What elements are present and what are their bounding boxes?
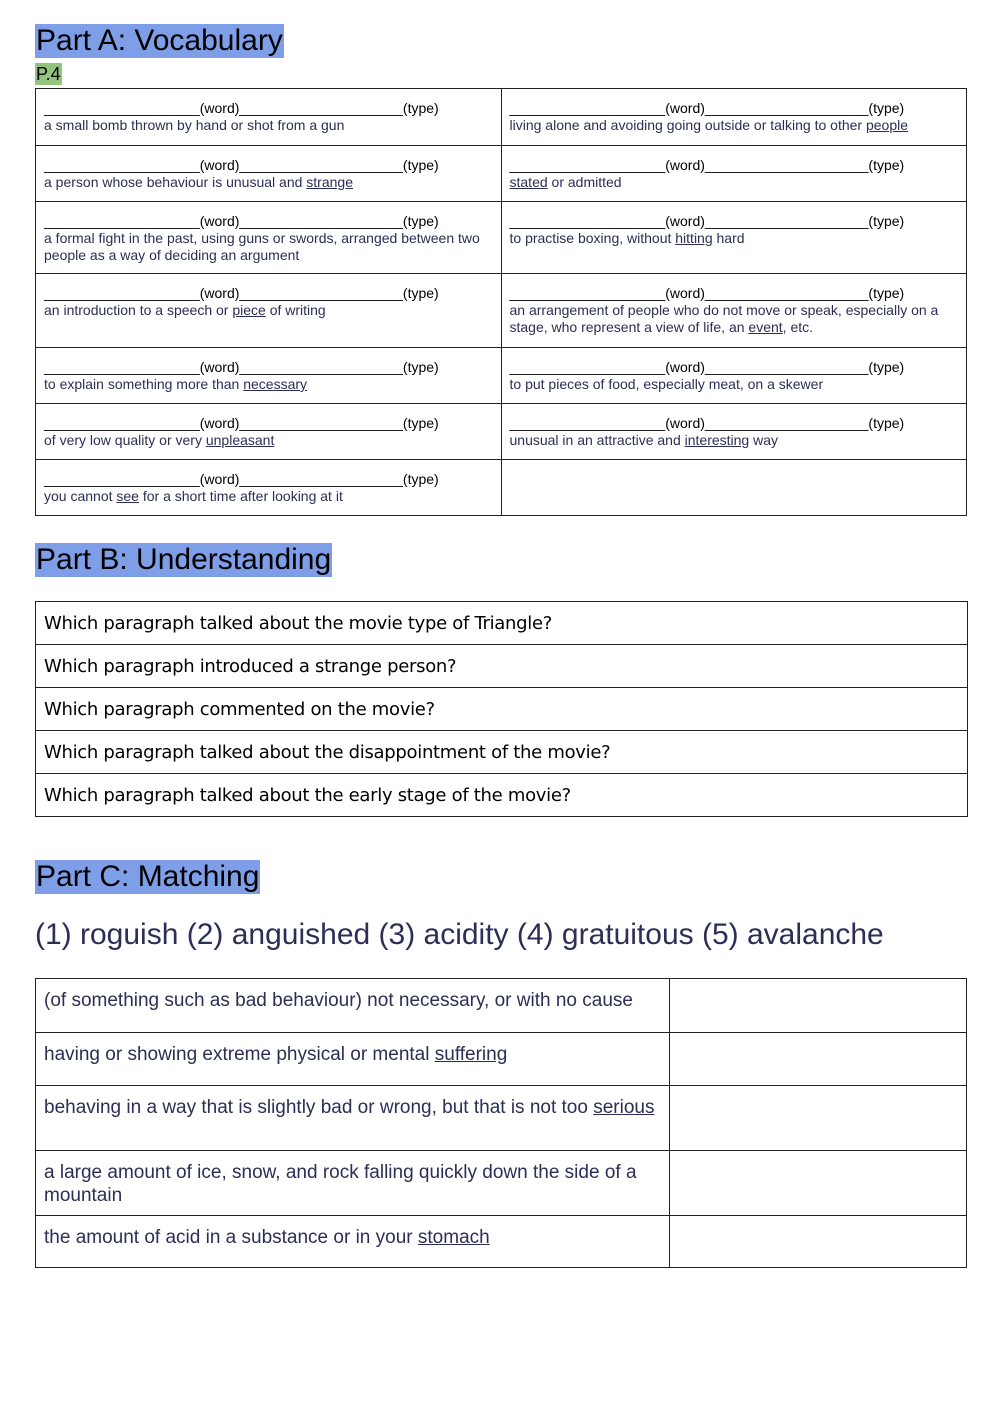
definition-text — [44, 174, 493, 191]
part-c-heading: Part C: Matching — [36, 860, 260, 893]
question-text: Which paragraph talked about the movie type of Triangle? — [36, 602, 968, 645]
vocab-row — [36, 202, 967, 274]
definition-part: for a short time after looking at it — [138, 488, 343, 504]
type-blank[interactable]: _____________________(type) — [239, 415, 439, 431]
type-blank[interactable]: _____________________(type) — [239, 157, 439, 173]
definition-text — [44, 376, 493, 393]
vocab-row — [36, 348, 967, 404]
definition-part: or admitted — [547, 174, 622, 190]
definition-part: you cannot — [44, 488, 117, 504]
definition-part: (of something such as bad behaviour) not necessary, or with no cause — [44, 990, 633, 1011]
answer-blank-line[interactable] — [510, 213, 959, 230]
definition-link-word[interactable]: people — [865, 117, 909, 133]
vocab-cell — [36, 146, 502, 202]
vocab-cell — [501, 89, 967, 146]
vocab-cell — [501, 348, 967, 404]
vocab-cell — [36, 274, 502, 348]
part-b-heading: Part B: Understanding — [36, 543, 332, 576]
type-blank[interactable]: _____________________(type) — [239, 359, 439, 375]
definition-part: hard — [712, 230, 745, 246]
definition-link-word[interactable]: see — [116, 488, 139, 504]
definition-part: way — [749, 432, 779, 448]
definition-text — [510, 302, 959, 336]
vocab-cell — [36, 348, 502, 404]
definition-part: to put pieces of food, especially meat, on a skewer — [509, 376, 824, 392]
vocab-cell — [501, 404, 967, 460]
definition-link-word[interactable]: interesting — [684, 432, 750, 448]
word-blank[interactable]: ____________________(word) — [44, 359, 240, 375]
definition-part: a large amount of ice, snow, and rock falling quickly down the side of a mountain — [44, 1162, 637, 1206]
definition-text — [510, 230, 959, 247]
vocab-cell — [501, 460, 967, 516]
matching-answer-cell[interactable] — [670, 979, 967, 1033]
question-row — [36, 688, 968, 731]
matching-definition — [36, 1033, 670, 1086]
definition-link-word[interactable]: event — [748, 319, 783, 335]
vocabulary-table — [35, 88, 967, 516]
answer-blank-line[interactable] — [510, 359, 959, 376]
definition-part: living alone and avoiding going outside or talking to other — [509, 117, 866, 133]
answer-blank-line[interactable] — [44, 157, 493, 174]
definition-part: having or showing extreme physical or mental — [44, 1044, 435, 1065]
word-blank[interactable]: ____________________(word) — [44, 415, 240, 431]
answer-blank-line[interactable] — [44, 100, 493, 117]
type-blank[interactable]: _____________________(type) — [704, 359, 905, 375]
question-row — [36, 645, 968, 688]
matching-row — [36, 1086, 967, 1151]
word-blank[interactable]: ____________________(word) — [509, 415, 705, 431]
word-blank[interactable]: ____________________(word) — [44, 213, 240, 229]
definition-link-word[interactable]: necessary — [243, 376, 308, 392]
definition-part: an introduction to a speech or — [44, 302, 233, 318]
definition-text — [44, 488, 493, 505]
matching-answer-cell[interactable] — [670, 1033, 967, 1086]
answer-blank-line[interactable] — [510, 157, 959, 174]
word-blank[interactable]: ____________________(word) — [44, 285, 240, 301]
word-blank[interactable]: ____________________(word) — [44, 157, 240, 173]
question-row — [36, 774, 968, 817]
word-blank[interactable]: ____________________(word) — [509, 285, 705, 301]
type-blank[interactable]: _____________________(type) — [239, 213, 439, 229]
definition-part: a formal fight in the past, using guns or swords, arranged between two people as a way of deciding an argument — [44, 230, 480, 263]
definition-part: an arrangement of people who do not move or speak, especially on a stage, who represent a view of life, an — [509, 302, 939, 335]
understanding-table — [35, 601, 968, 817]
definition-part: the amount of acid in a substance or in your — [44, 1227, 418, 1248]
vocab-cell — [36, 202, 502, 274]
type-blank[interactable]: _____________________(type) — [239, 285, 439, 301]
definition-text — [510, 432, 959, 449]
matching-answer-cell[interactable] — [670, 1216, 967, 1268]
matching-row — [36, 1151, 967, 1216]
vocab-cell — [501, 146, 967, 202]
matching-definition — [36, 979, 670, 1033]
answer-blank-line[interactable] — [510, 285, 959, 302]
type-blank[interactable]: _____________________(type) — [704, 157, 905, 173]
definition-part: to explain something more than — [44, 376, 244, 392]
answer-blank-line[interactable] — [44, 471, 493, 488]
vocab-cell — [501, 202, 967, 274]
answer-blank-line[interactable] — [510, 415, 959, 432]
vocab-row — [36, 460, 967, 516]
part-a-heading: Part A: Vocabulary — [36, 24, 283, 57]
definition-part: of very low quality or very — [44, 432, 206, 448]
question-text: Which paragraph introduced a strange person? — [36, 645, 968, 688]
answer-blank-line[interactable] — [44, 415, 493, 432]
definition-text — [44, 432, 493, 449]
definition-link-word[interactable]: suffering — [434, 1044, 508, 1065]
word-blank[interactable]: ____________________(word) — [509, 157, 705, 173]
answer-blank-line[interactable] — [44, 285, 493, 302]
definition-text — [510, 117, 959, 134]
type-blank[interactable]: _____________________(type) — [239, 100, 439, 116]
definition-text — [510, 174, 959, 191]
definition-part: unusual in an attractive and — [509, 432, 685, 448]
definition-part: of writing — [265, 302, 326, 318]
definition-link-word[interactable]: strange — [306, 174, 353, 190]
question-row — [36, 731, 968, 774]
vocab-row — [36, 404, 967, 460]
word-blank[interactable]: ____________________(word) — [509, 359, 705, 375]
matching-definition — [36, 1086, 670, 1151]
matching-answer-cell[interactable] — [670, 1151, 967, 1216]
definition-text — [44, 230, 493, 264]
definition-link-word[interactable]: unpleasant — [205, 432, 275, 448]
vocab-cell — [36, 89, 502, 146]
definition-text — [44, 117, 493, 134]
matching-table — [35, 978, 967, 1268]
definition-text — [510, 376, 959, 393]
page-tag: P.4 — [36, 64, 61, 84]
type-blank[interactable]: _____________________(type) — [704, 415, 905, 431]
word-blank[interactable]: ____________________(word) — [509, 100, 705, 116]
definition-part: to practise boxing, without — [509, 230, 676, 246]
type-blank[interactable]: _____________________(type) — [239, 471, 439, 487]
definition-text — [44, 302, 493, 319]
definition-link-word[interactable]: stated — [509, 174, 548, 190]
vocab-row — [36, 274, 967, 348]
matching-row — [36, 1033, 967, 1086]
matching-definition — [36, 1151, 670, 1216]
definition-link-word[interactable]: piece — [232, 302, 266, 318]
word-blank[interactable]: ____________________(word) — [44, 471, 240, 487]
answer-blank-line[interactable] — [44, 213, 493, 230]
vocab-row — [36, 146, 967, 202]
matching-definition — [36, 1216, 670, 1268]
word-blank[interactable]: ____________________(word) — [44, 100, 240, 116]
answer-blank-line[interactable] — [44, 359, 493, 376]
vocab-row — [36, 89, 967, 146]
definition-part: a small bomb thrown by hand or shot from a gun — [44, 117, 345, 133]
type-blank[interactable]: _____________________(type) — [704, 213, 905, 229]
vocab-cell — [501, 274, 967, 348]
definition-link-word[interactable]: stomach — [417, 1227, 490, 1248]
vocab-cell — [36, 460, 502, 516]
question-row — [36, 602, 968, 645]
question-text: Which paragraph commented on the movie? — [36, 688, 968, 731]
matching-answer-cell[interactable] — [670, 1086, 967, 1151]
definition-part: , etc. — [782, 319, 814, 335]
definition-link-word[interactable]: hitting — [675, 230, 713, 246]
matching-word-list: (1) roguish (2) anguished (3) acidity (4) gratuitous (5) avalanche — [35, 918, 884, 951]
word-blank[interactable]: ____________________(word) — [509, 213, 705, 229]
definition-part: a person whose behaviour is unusual and — [44, 174, 307, 190]
answer-blank-line[interactable] — [510, 100, 959, 117]
vocab-cell — [36, 404, 502, 460]
matching-row — [36, 1216, 967, 1268]
question-text: Which paragraph talked about the early stage of the movie? — [36, 774, 968, 817]
matching-row — [36, 979, 967, 1033]
question-text: Which paragraph talked about the disappointment of the movie? — [36, 731, 968, 774]
definition-part: behaving in a way that is slightly bad or wrong, but that is not too — [44, 1097, 594, 1118]
type-blank[interactable]: _____________________(type) — [704, 285, 905, 301]
definition-link-word[interactable]: serious — [593, 1097, 655, 1118]
type-blank[interactable]: _____________________(type) — [704, 100, 905, 116]
